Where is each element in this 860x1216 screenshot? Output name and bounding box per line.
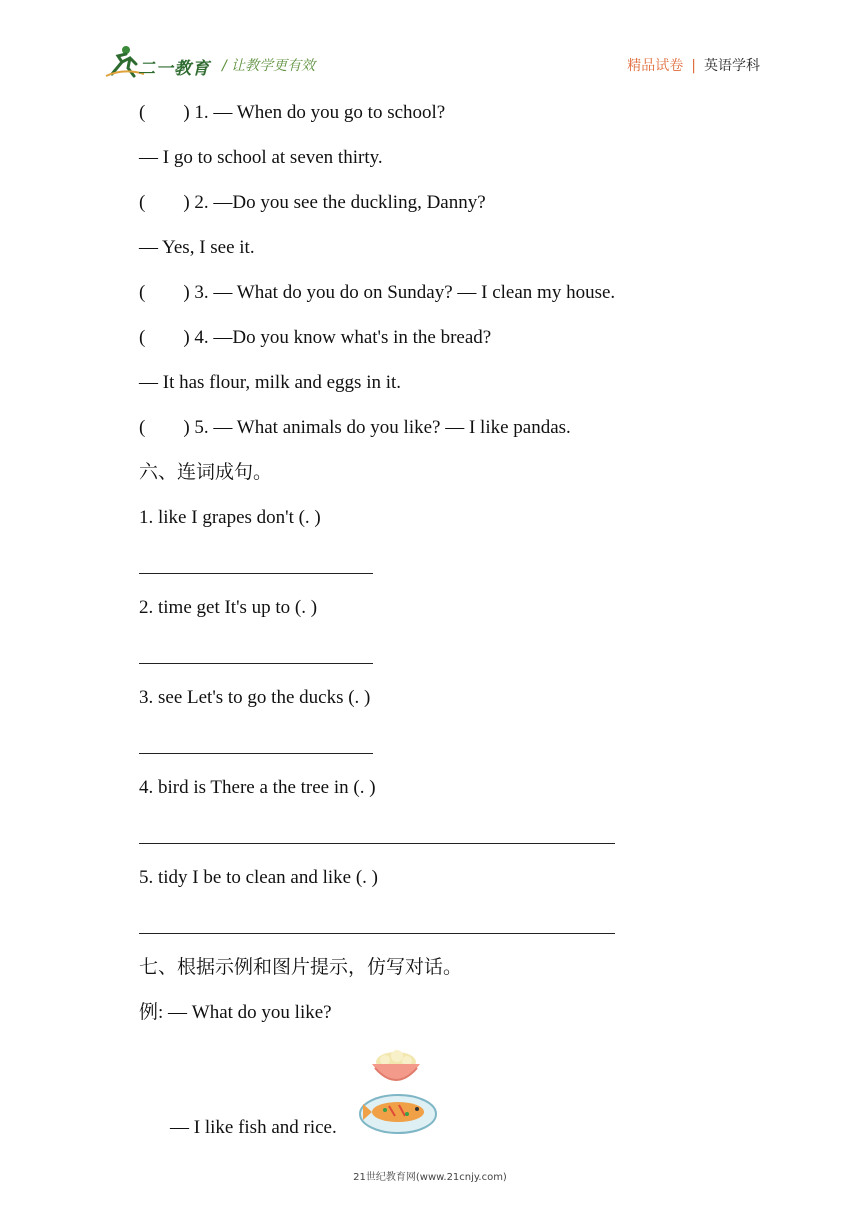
header-label-quality: 精品试卷 [627, 58, 684, 74]
reorder-item-1: 1. like I grapes don't (. ) [139, 507, 321, 528]
question-3: ( ) 3. — What do you do on Sunday? — I clean my house. [139, 282, 616, 303]
example-answer: — I like fish and rice. [170, 1117, 337, 1138]
question-5: ( ) 5. — What animals do you like? — I like pandas. [139, 417, 571, 438]
answer-blank-2[interactable] [139, 663, 373, 664]
question-1-answer: — I go to school at seven thirty. [139, 147, 383, 168]
header-separator: | [691, 58, 696, 74]
question-4: ( ) 4. —Do you know what's in the bread? [139, 327, 492, 348]
reorder-item-5: 5. tidy I be to clean and like (. ) [139, 867, 379, 888]
example-question: 例: — What do you like? [139, 1002, 332, 1023]
answer-blank-1[interactable] [139, 573, 373, 574]
answer-blank-3[interactable] [139, 753, 373, 754]
section-7-heading: 七、根据示例和图片提示，仿写对话。 [139, 957, 463, 978]
header-label-subject: 英语学科 [704, 58, 760, 74]
question-1: ( ) 1. — When do you go to school? [139, 102, 446, 123]
brand-slogan: / 让教学更有效 [222, 58, 316, 74]
page-header [0, 0, 860, 90]
question-2-answer: — Yes, I see it. [139, 237, 255, 258]
rice-and-fish-icon [355, 1048, 441, 1138]
header-labels [627, 55, 760, 75]
answer-blank-4[interactable] [139, 843, 615, 844]
reorder-item-2: 2. time get It's up to (. ) [139, 597, 318, 618]
brand-name: 二一教育 [138, 59, 210, 79]
page-footer: 21世纪教育网(www.21cnjy.com) [353, 1172, 507, 1183]
reorder-item-3: 3. see Let's to go the ducks (. ) [139, 687, 371, 708]
reorder-item-4: 4. bird is There a the tree in (. ) [139, 777, 376, 798]
section-6-heading: 六、连词成句。 [139, 462, 273, 483]
answer-blank-5[interactable] [139, 933, 615, 934]
question-4-answer: — It has flour, milk and eggs in it. [139, 372, 402, 393]
question-2: ( ) 2. —Do you see the duckling, Danny? [139, 192, 486, 213]
